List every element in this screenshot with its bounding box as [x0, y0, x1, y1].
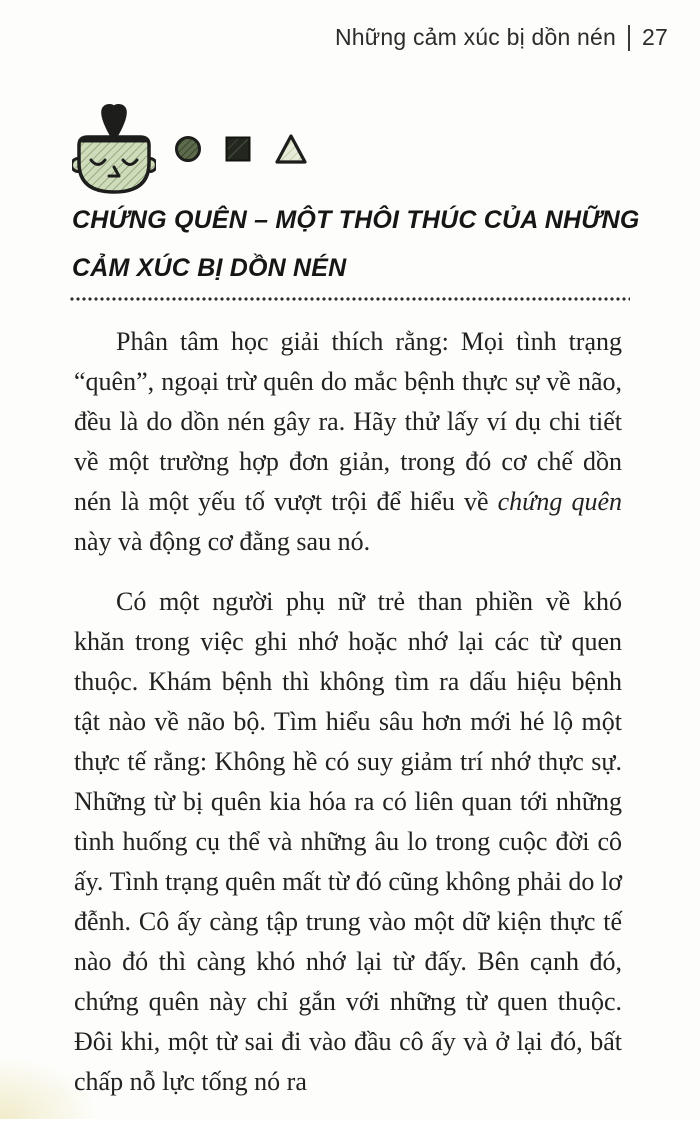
paragraph-1-text: Phân tâm học giải thích rằng: Mọi tình trạng “quên”, ngoại trừ quên do mắc bệnh thực sự về não, đều là do dồn nén gây ra. Hãy thử lấy ví dụ chi tiết về một trường hợp đơn giản, trong đó cơ chế dồn nén là một yếu tố vượt trội để hiểu về: [74, 327, 622, 516]
outlined-triangle-icon: [274, 133, 308, 165]
chapter-heading-line1: CHỨNG QUÊN – MỘT THÔI THÚC CỦA NHỮNG: [72, 206, 640, 234]
filled-circle-icon: [174, 135, 202, 163]
page-number: 27: [642, 24, 668, 50]
page-header: [335, 24, 668, 51]
dotted-divider: [70, 297, 630, 301]
paragraph-1-italic-term: chứng quên: [497, 487, 622, 516]
running-title: Những cảm xúc bị dồn nén: [334, 24, 617, 50]
body-text: [74, 322, 622, 1122]
paragraph-1: [74, 322, 622, 562]
chapter-illustration: [72, 103, 308, 195]
paragraph-1-tail: này và động cơ đằng sau nó.: [74, 527, 371, 556]
header-divider: [628, 25, 630, 51]
paragraph-2: Có một người phụ nữ trẻ than phiền về khó khăn trong việc ghi nhớ hoặc nhớ lại các từ quen thuộc. Khám bệnh thì không tìm ra dấu hiệu bệnh tật nào về não bộ. Tìm hiểu sâu hơn mới hé lộ một thực tế rằng: Không hề có suy giảm trí nhớ thực sự. Những từ bị quên kia hóa ra có liên quan tới những tình huống cụ thể và những âu lo trong cuộc đời cô ấy. Tình trạng quên mất từ đó cũng không phải do lơ đễnh. Cô ấy càng tập trung vào một dữ kiện thực tế nào đó thì càng khó nhớ lại từ đấy. Bên cạnh đó, chứng quên này chỉ gắn với những từ quen thuộc. Đôi khi, một từ sai đi vào đầu cô ấy và ở lại đó, bất chấp nỗ lực tống nó ra: [74, 587, 622, 1096]
filled-square-icon: [224, 135, 252, 163]
chapter-heading: [72, 196, 647, 292]
chapter-heading-line2: CẢM XÚC BỊ DỒN NÉN: [72, 254, 347, 282]
sleeping-face-with-heart-icon: [72, 103, 156, 195]
